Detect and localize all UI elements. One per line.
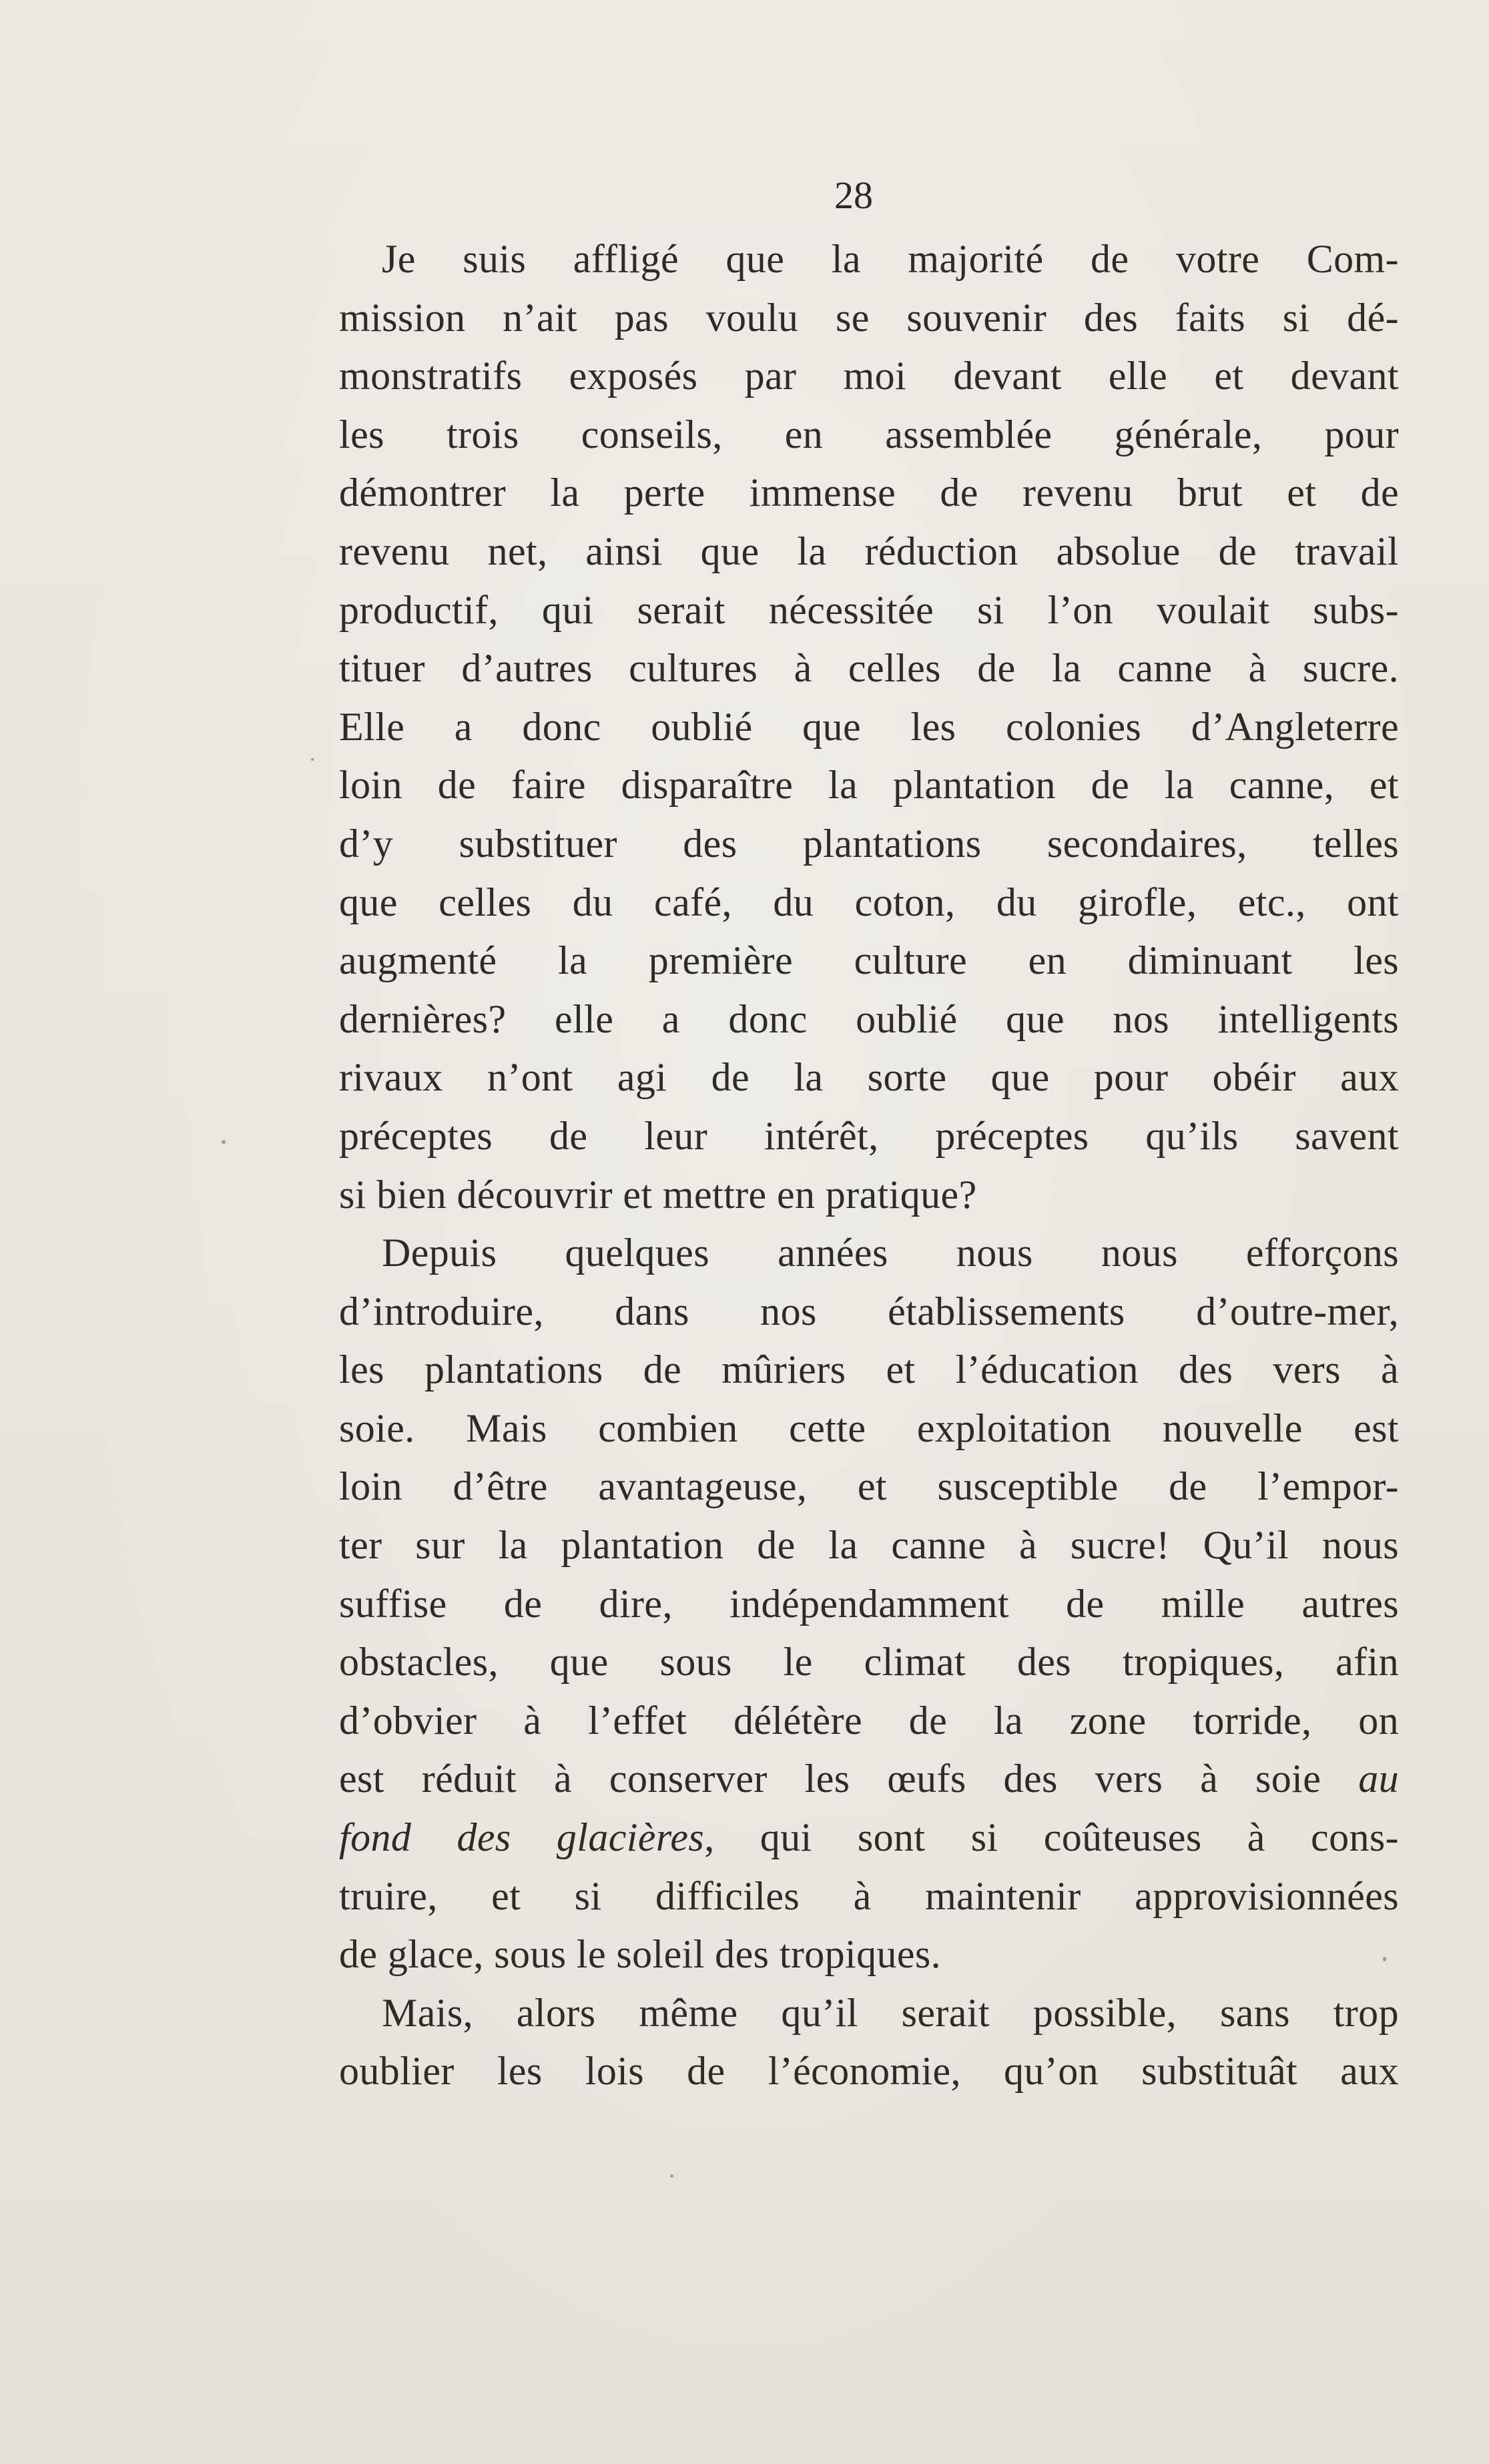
text-line: productif, qui serait nécessitée si l’on voulait subs- [339,587,1399,632]
text-line: préceptes de leur intérêt, préceptes qu’ils savent [339,1113,1399,1158]
text-line: Elle a donc oublié que les colonies d’Angleterre [339,704,1399,749]
text-line: suffise de dire, indépendamment de mille autres [339,1581,1399,1626]
text-line: mission n’ait pas voulu se souvenir des faits si dé- [339,295,1399,340]
text-line: rivaux n’ont agi de la sorte que pour obéir aux [339,1055,1399,1100]
text-line: monstratifs exposés par moi devant elle et devant [339,354,1399,398]
text-line: truire, et si difficiles à maintenir approvisionnées [339,1873,1399,1918]
text-segment: est réduit à conserver les œufs des vers à soie [339,1757,1321,1801]
text-line: augmenté la première culture en diminuant les [339,938,1399,983]
text-line: Depuis quelques années nous nous efforçons [382,1231,1399,1275]
body-text [339,230,1399,2101]
text-line: obstacles, que sous le climat des tropiques, afin [339,1640,1399,1684]
text-line: de glace, sous le soleil des tropiques. [339,1932,942,1977]
italic-text: au [1358,1757,1399,1801]
paper-speck [222,1140,226,1144]
text-line: oublier les lois de l’économie, qu’on substituât aux [339,2049,1399,2094]
text-line: si bien découvrir et mettre en pratique? [339,1172,977,1217]
text-line [339,1750,1399,1809]
text-line: que celles du café, du coton, du girofle, etc., ont [339,880,1399,924]
text-line: les trois conseils, en assemblée générale, pour [339,412,1399,456]
paper-speck [670,2174,673,2178]
text-line: d’obvier à l’effet délétère de la zone torride, on [339,1698,1399,1743]
text-line: d’y substituer des plantations secondaires, telles [339,821,1399,866]
text-line: tituer d’autres cultures à celles de la canne à sucre. [339,646,1399,691]
text-line: démontrer la perte immense de revenu brut et de [339,471,1399,515]
text-line: dernières? elle a donc oublié que nos intelligents [339,996,1399,1041]
text-line: Mais, alors même qu’il serait possible, sans trop [382,1990,1399,2035]
text-line: soie. Mais combien cette exploitation nouvelle est [339,1406,1399,1450]
paper-speck [1383,1957,1386,1961]
page-number: 28 [834,174,873,217]
paper-speck [311,758,314,761]
text-line: les plantations de mûriers et l’éducation des vers à [339,1347,1399,1392]
text-line: loin de faire disparaître la plantation de la canne, et [339,763,1399,808]
text-line: revenu net, ainsi que la réduction absolue de travail [339,529,1399,573]
text-line: loin d’être avantageuse, et susceptible de l’empor- [339,1464,1399,1509]
text-line [339,1809,1399,1867]
text-segment: , qui sont si coûteuses à cons- [704,1815,1400,1860]
italic-text: fond des glacières [339,1815,705,1860]
text-line: ter sur la plantation de la canne à sucre! Qu’il nous [339,1523,1399,1568]
text-line: Je suis affligé que la majorité de votre Com- [382,237,1399,281]
text-line: d’introduire, dans nos établissements d’outre-mer, [339,1289,1399,1333]
